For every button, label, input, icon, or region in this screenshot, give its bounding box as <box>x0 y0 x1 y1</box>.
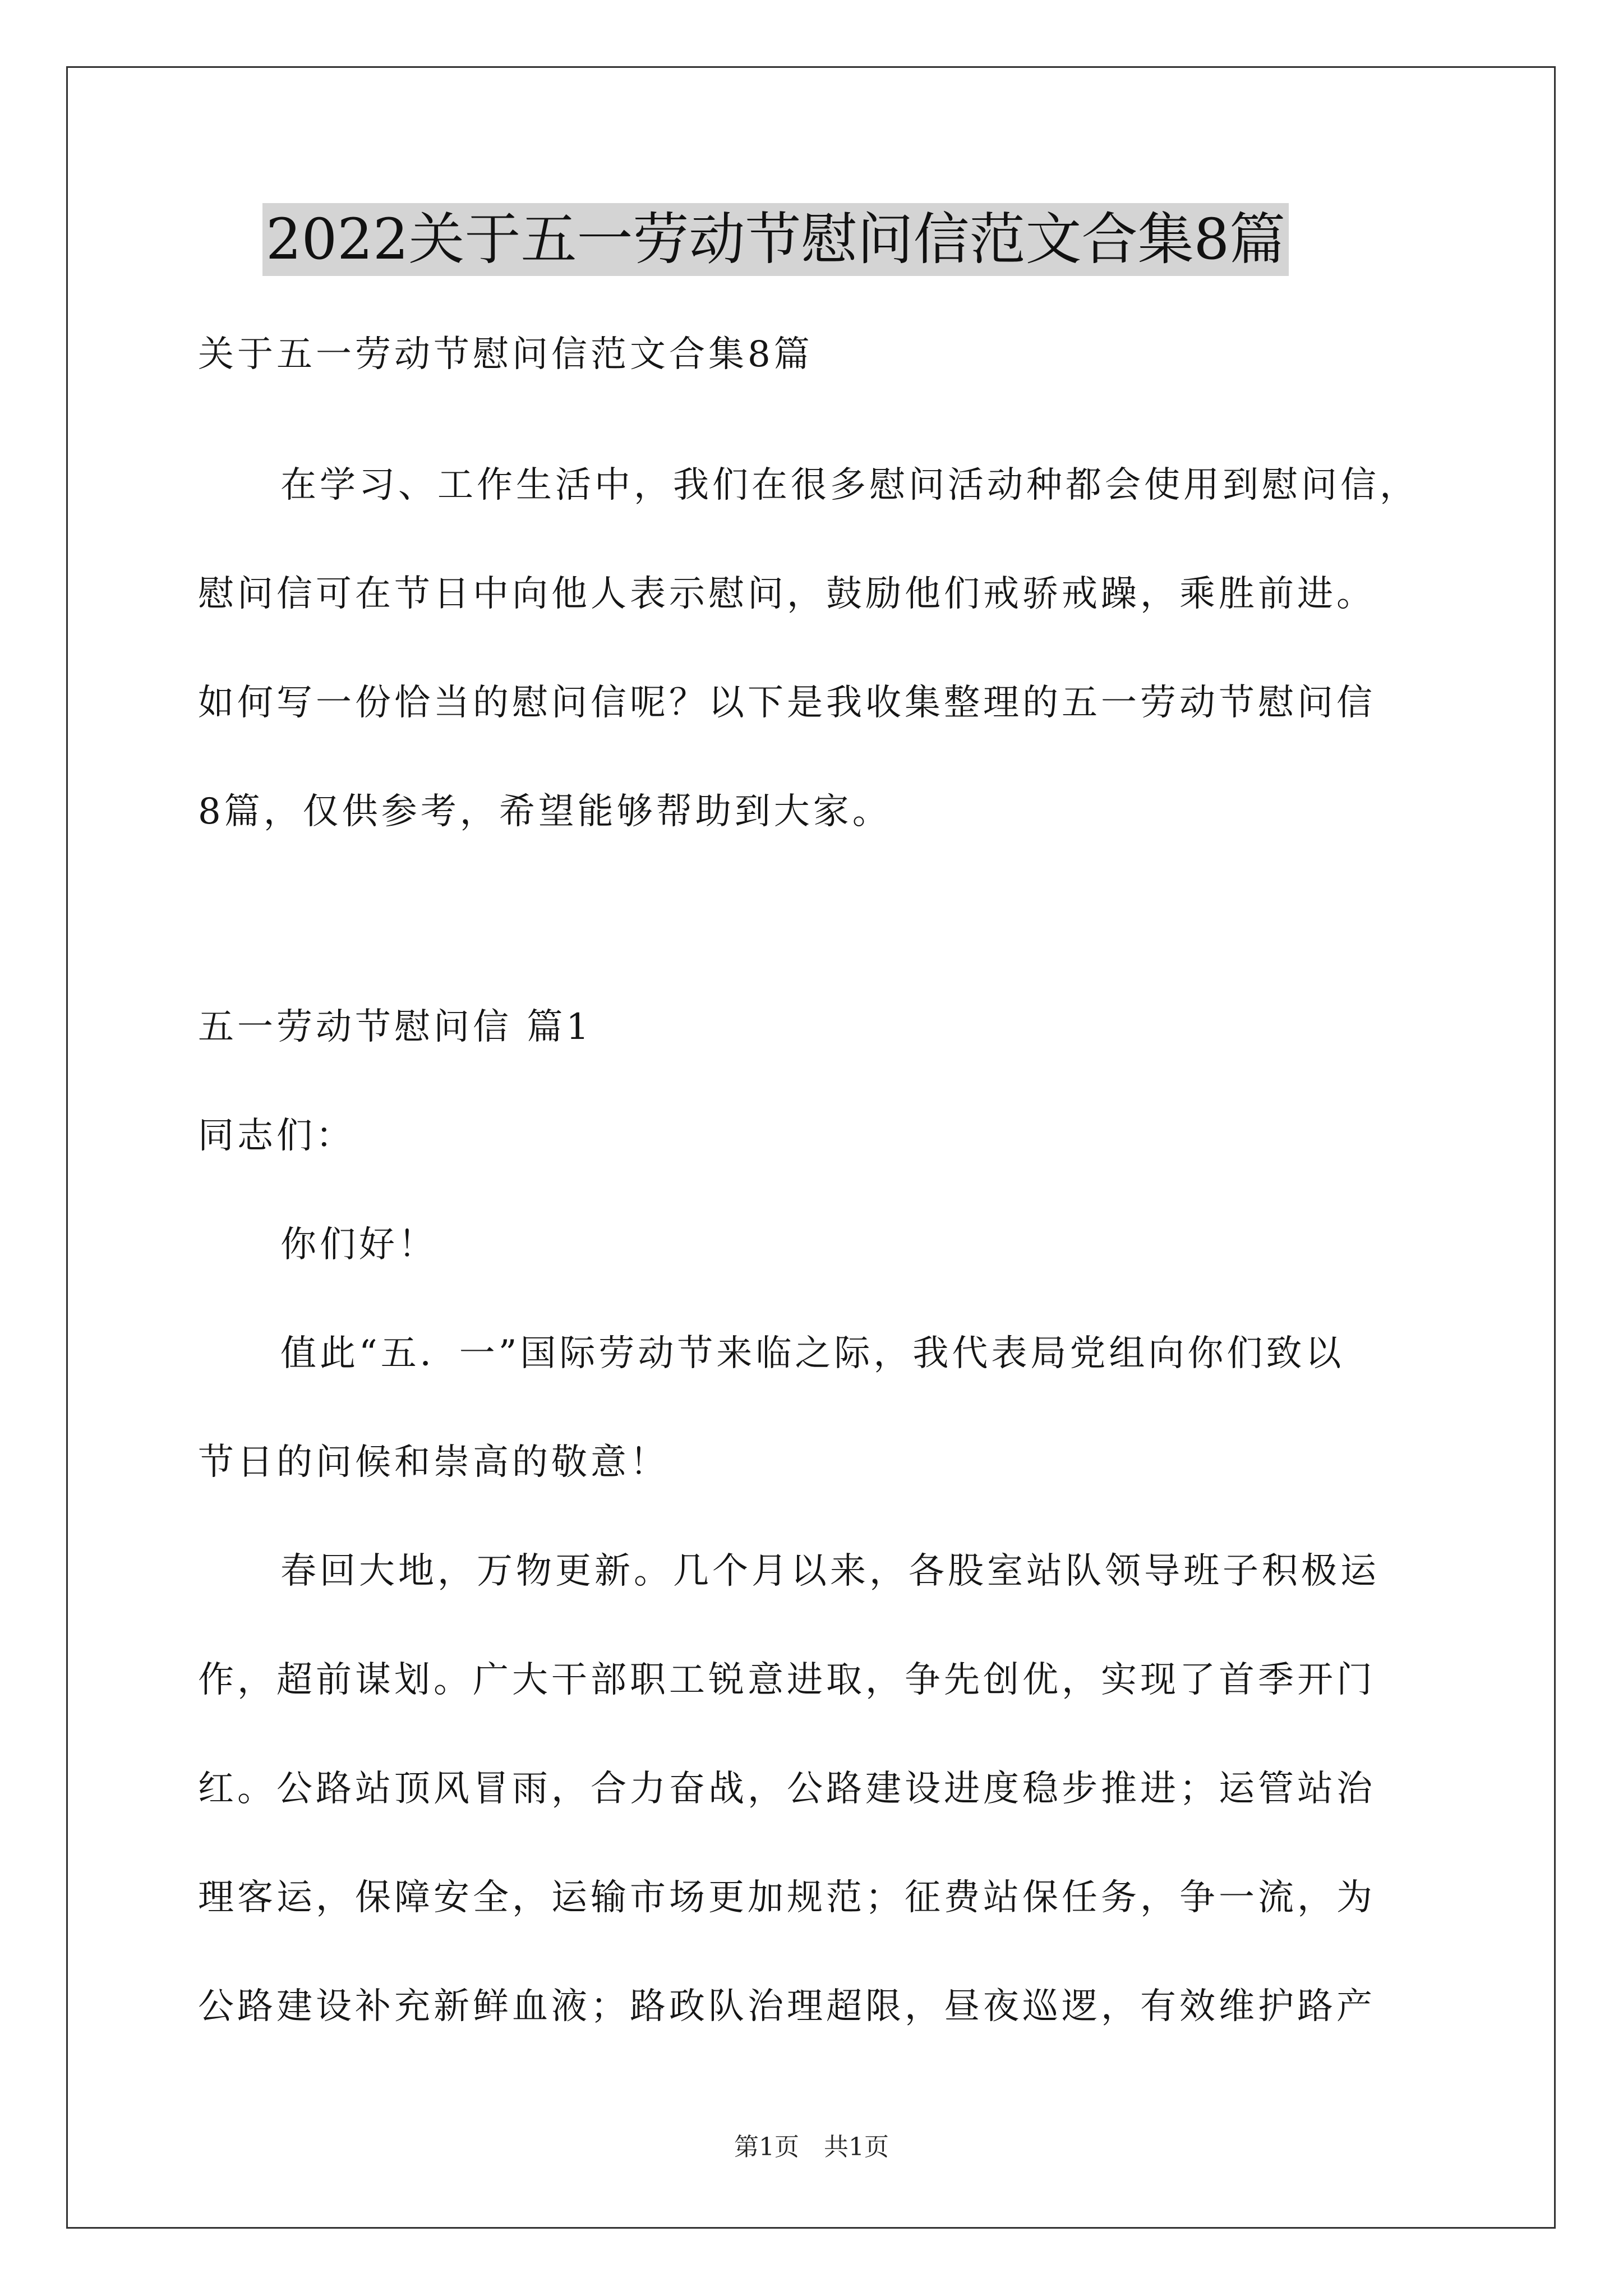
salutation: 同志们： <box>198 1115 355 1157</box>
para2-line-1: 春回大地，万物更新。几个月以来，各股室站队领导班子积极运 <box>280 1550 1380 1592</box>
intro-line-1: 在学习、工作生活中，我们在很多慰问活动种都会使用到慰问信， <box>280 464 1419 506</box>
para2-line-5: 公路建设补充新鲜血液；路政队治理超限，昼夜巡逻，有效维护路产 <box>198 1986 1376 2027</box>
para1-line-1: 值此“五．一”国际劳动节来临之际，我代表局党组向你们致以 <box>280 1333 1345 1374</box>
intro-line-2: 慰问信可在节日中向他人表示慰问，鼓励他们戒骄戒躁，乘胜前进。 <box>198 573 1376 615</box>
intro-line-4: 8篇，仅供参考，希望能够帮助到大家。 <box>198 791 892 832</box>
para2-line-2: 作，超前谋划。广大干部职工锐意进取，争先创优，实现了首季开门 <box>198 1659 1376 1701</box>
section-heading: 五一劳动节慰问信 篇1 <box>198 1006 593 1048</box>
intro-line-3: 如何写一份恰当的慰问信呢？以下是我收集整理的五一劳动节慰问信 <box>198 682 1376 724</box>
para2-line-3: 红。公路站顶风冒雨，合力奋战，公路建设进度稳步推进；运管站治 <box>198 1768 1376 1810</box>
document-title: 2022关于五一劳动节慰问信范文合集8篇 <box>262 203 1289 276</box>
document-subtitle: 关于五一劳动节慰问信范文合集8篇 <box>198 334 813 375</box>
para1-line-2: 节日的问候和崇高的敬意！ <box>198 1442 669 1483</box>
page-footer: 第1页 共1页 <box>734 2133 889 2161</box>
greeting: 你们好！ <box>280 1224 437 1266</box>
para2-line-4: 理客运，保障安全，运输市场更加规范；征费站保任务，争一流，为 <box>198 1877 1376 1918</box>
